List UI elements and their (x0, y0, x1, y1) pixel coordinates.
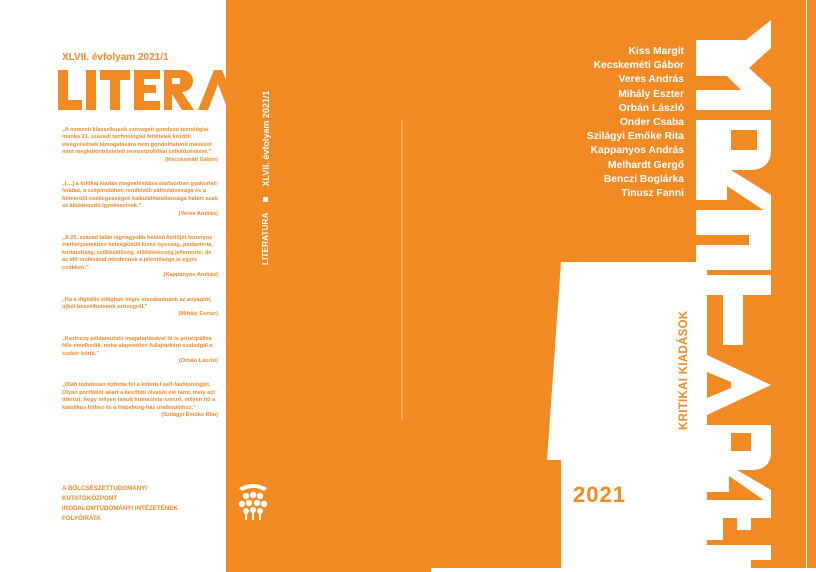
author-name: Szilágyi Emőke Rita (586, 131, 684, 143)
author-name: Kappanyos András (590, 145, 684, 157)
trim-line (806, 0, 807, 572)
author-name: Onder Csaba (619, 117, 684, 129)
author-name: Kiss Margit (628, 46, 684, 57)
author-name: Benczi Boglárka (603, 173, 684, 185)
quote-author: (Szilágyi Emőke Rita) (161, 411, 218, 418)
spine-separator (263, 197, 268, 202)
publisher-block (62, 484, 232, 524)
spine-logo: LITERATURA (261, 212, 271, 265)
issue-subtitle: KRITIKAI KIADÁSOK (678, 310, 690, 430)
spine-title (260, 0, 274, 265)
quote-text: „A nemzeti klasszikusok szövegeit gondozó textológiai munka 21. századi technológiai feltételek közötti elvégzésének támogatására nem gondolhatunk másként mint megkülönböztetett nemzetpolitikai célkitűzésként.” (62, 127, 212, 156)
publisher-line: IRODALOMTUDOMÁNYI INTÉZETÉNEK (62, 505, 178, 512)
quote-author: (Mihály Eszter) (178, 311, 218, 318)
author-name: Melhardt Gergő (607, 159, 684, 171)
author-list (540, 45, 684, 201)
quote-author: (Veres András) (178, 210, 218, 217)
quote-item (62, 297, 218, 319)
author-name: Veres András (618, 74, 684, 86)
quote-author: (Kappanyos András) (163, 272, 218, 279)
publisher-line: FOLYÓIRATA (62, 515, 101, 522)
quote-text: „Kazinczy példamutató magatartásával itt is principálisa főle emelkedik, noha alapvetően fullajtárként szaladgál a szekér körül.” (62, 335, 213, 357)
institute-emblem-icon (231, 478, 275, 522)
quote-text: „A 20. század talán legnagyobb hatású költőjét bizonyos élethelyzetekben kétségkívüli kissé nyesség, pedantéria, koriátoltság, szűkkeblűség, előítéletesség jellemezte, de az idő múlásával mindennek a jelentősége is egyre csökken.” (62, 235, 213, 271)
publisher-line: KUTATÓKÖZPONT (62, 495, 118, 502)
author-name: Kecskeméti Gábor (593, 60, 684, 72)
author-name: Orbán László (618, 102, 684, 114)
quote-text: „Oláh tudatosan építette fel a kötettel self-fashioningjét. Olyan portfóliót akart a későbbi olvasói elé tárni, mely azt tükrözi, hogy milyen tanult humanista szerző, milyen hű a katolikus hithez és a Habsburg-ház uralkodóihoz.” (62, 382, 216, 411)
author-name: Mihály Eszter (618, 88, 684, 100)
quote-text: „Ha a digitális világban végre elszakadnánk az anyagtól, újból beszélhetnénk szövegről.” (62, 296, 212, 310)
quote-list (62, 127, 218, 436)
quote-item (62, 127, 218, 164)
quote-text: „[…] a kritikai kiadás megvalósítása elsősorban gyakorlati feladat, a szépirodalom rendkívüli változatossága és a fölmerülő esetlegességek kalkulálhatatlansága határt szab az általánosító igyekezetnek.” (62, 181, 218, 210)
spine-divider (395, 120, 409, 420)
spine-issue: XLVII. évfolyam 2021/1 (260, 90, 271, 187)
issue-label: XLVII. évfolyam 2021/1 (62, 52, 169, 63)
trim-line (431, 568, 816, 572)
quote-author: (Kecskeméti Gábor) (165, 156, 218, 163)
quote-item (62, 382, 218, 419)
quote-item (62, 235, 218, 279)
quote-item (62, 181, 218, 218)
publisher-line: A BÖLCSÉSZETTUDOMÁNYI (62, 485, 148, 492)
issue-year: 2021 (573, 482, 626, 507)
quote-item (62, 336, 218, 366)
author-name: Tinusz Fanni (621, 188, 684, 200)
quote-author: (Orbán László) (178, 357, 218, 364)
